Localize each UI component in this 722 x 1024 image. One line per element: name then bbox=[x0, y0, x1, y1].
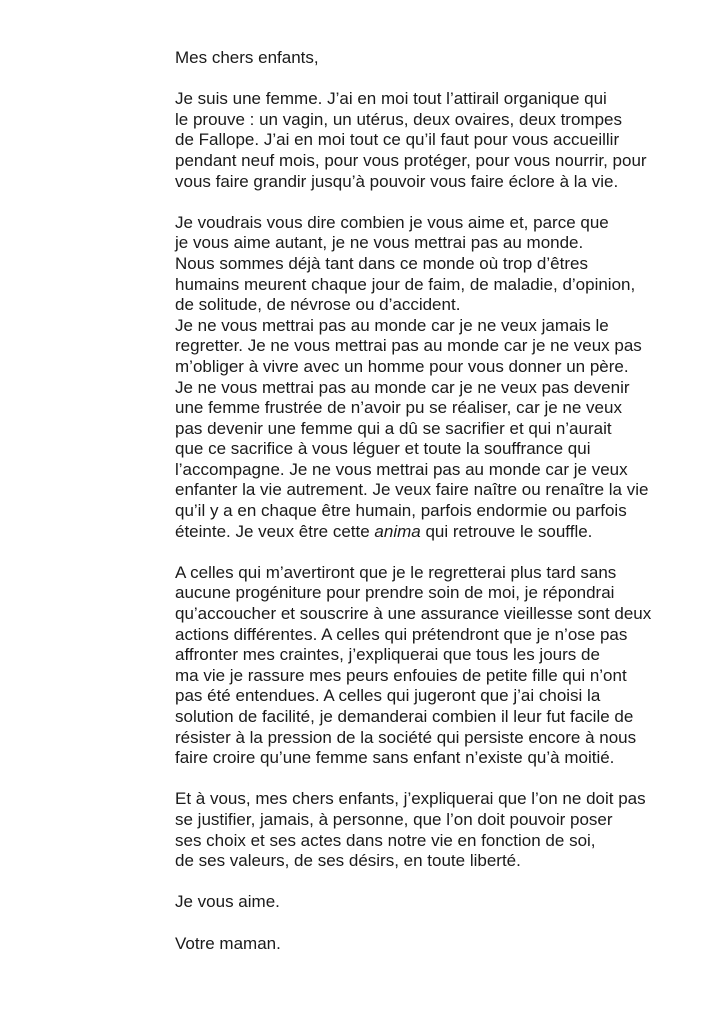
paragraph-5 bbox=[175, 789, 695, 871]
text-line: Et à vous, mes chers enfants, j’expliquerai que l’on ne doit pas bbox=[175, 789, 646, 809]
text-line: pas été entendues. A celles qui jugeront que j’ai choisi la bbox=[175, 686, 601, 706]
text-line: actions différentes. A celles qui prétendront que je n’ose pas bbox=[175, 624, 628, 644]
text-line: pendant neuf mois, pour vous protéger, pour vous nourrir, pour bbox=[175, 150, 647, 170]
text-line: une femme frustrée de n’avoir pu se réaliser, car je ne veux bbox=[175, 398, 622, 418]
text-line: m’obliger à vivre avec un homme pour vous donner un père. bbox=[175, 356, 629, 376]
text-line: se justifier, jamais, à personne, que l’on doit pouvoir poser bbox=[175, 809, 613, 829]
text-line: aucune progéniture pour prendre soin de moi, je répondrai bbox=[175, 583, 615, 603]
italic-anima: anima bbox=[374, 521, 421, 541]
text-line: Je ne vous mettrai pas au monde car je ne veux pas devenir bbox=[175, 377, 630, 397]
text-line: qu’il y a en chaque être humain, parfois endormie ou parfois bbox=[175, 501, 627, 521]
text-line: pas devenir une femme qui a dû se sacrifier et qui n’aurait bbox=[175, 418, 612, 438]
text-line: faire croire qu’une femme sans enfant n’existe qu’à moitié. bbox=[175, 748, 615, 768]
text-line: regretter. Je ne vous mettrai pas au monde car je ne veux pas bbox=[175, 336, 642, 356]
text-line: le prouve : un vagin, un utérus, deux ovaires, deux trompes bbox=[175, 109, 622, 129]
text-line: Je voudrais vous dire combien je vous aime et, parce que bbox=[175, 212, 609, 232]
text-line: Nous sommes déjà tant dans ce monde où trop d’êtres bbox=[175, 253, 588, 273]
text-line: de solitude, de névrose ou d’accident. bbox=[175, 295, 461, 315]
paragraph-1 bbox=[175, 89, 695, 192]
closing bbox=[175, 892, 695, 913]
salutation-text: Mes chers enfants, bbox=[175, 48, 319, 67]
text-line: Je suis une femme. J’ai en moi tout l’attirail organique qui bbox=[175, 89, 607, 109]
text-line: humains meurent chaque jour de faim, de maladie, d’opinion, bbox=[175, 274, 636, 294]
text-line: de ses valeurs, de ses désirs, en toute liberté. bbox=[175, 851, 521, 871]
paragraph-2 bbox=[175, 213, 695, 316]
text-line: enfanter la vie autrement. Je veux faire naître ou renaître la vie bbox=[175, 480, 649, 500]
paragraph-3 bbox=[175, 316, 695, 543]
closing-text: Je vous aime. bbox=[175, 892, 280, 912]
text-line: affronter mes craintes, j’expliquerai que tous les jours de bbox=[175, 645, 600, 665]
text-line: résister à la pression de la société qui persiste encore à nous bbox=[175, 727, 637, 747]
text-line-anima bbox=[175, 522, 695, 543]
text-line: vous faire grandir jusqu’à pouvoir vous faire éclore à la vie. bbox=[175, 171, 619, 191]
text-line: de Fallope. J’ai en moi tout ce qu’il faut pour vous accueillir bbox=[175, 130, 620, 150]
text-line: qu’accoucher et souscrire à une assurance vieillesse sont deux bbox=[175, 604, 652, 624]
text-before: éteinte. Je veux être cette bbox=[175, 521, 375, 541]
text-after: qui retrouve le souffle. bbox=[420, 521, 593, 541]
text-line: que ce sacrifice à vous léguer et toute la souffrance qui bbox=[175, 439, 591, 459]
text-line: ma vie je rassure mes peurs enfouies de petite fille qui n’ont bbox=[175, 665, 627, 685]
text-line: ses choix et ses actes dans notre vie en fonction de soi, bbox=[175, 830, 596, 850]
text-line: l’accompagne. Je ne vous mettrai pas au monde car je veux bbox=[175, 459, 628, 479]
paragraph-4 bbox=[175, 563, 695, 769]
letter bbox=[175, 48, 695, 975]
text-line: A celles qui m’avertiront que je le regretterai plus tard sans bbox=[175, 562, 617, 582]
signature bbox=[175, 934, 695, 955]
signature-text: Votre maman. bbox=[175, 933, 281, 953]
salutation bbox=[175, 48, 695, 69]
text-line: Je ne vous mettrai pas au monde car je ne veux jamais le bbox=[175, 315, 609, 335]
text-line: solution de facilité, je demanderai combien il leur fut facile de bbox=[175, 707, 634, 726]
text-line: je vous aime autant, je ne vous mettrai pas au monde. bbox=[175, 233, 584, 253]
